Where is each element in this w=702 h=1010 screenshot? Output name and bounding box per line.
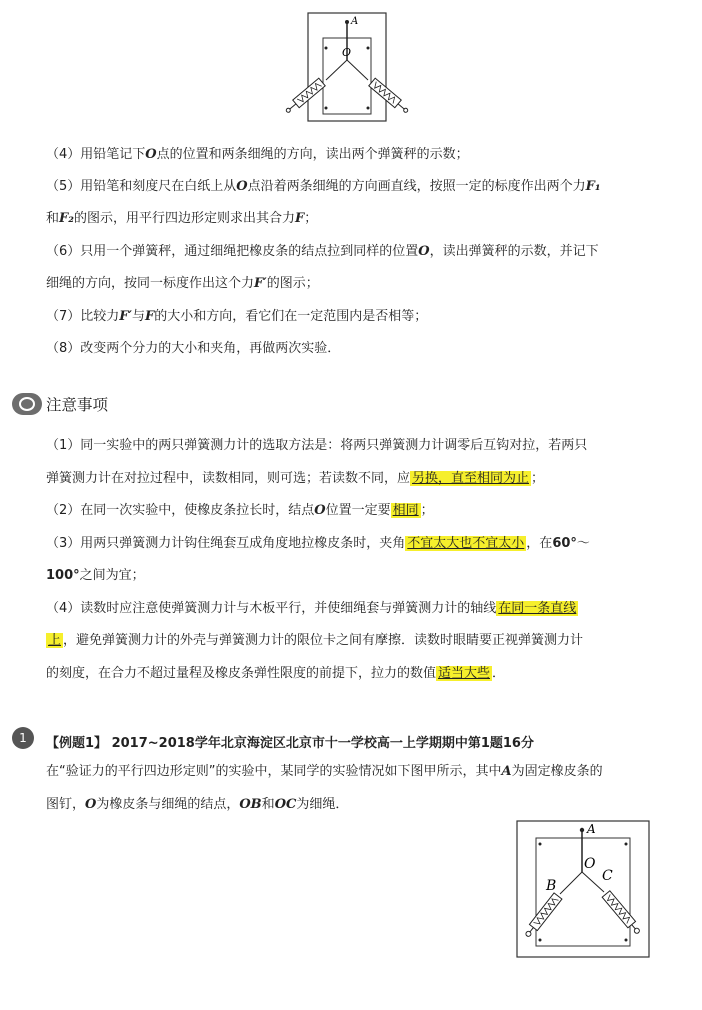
example-line-1: 在“验证力的平行四边形定则”的实验中，某同学的实验情况如下图甲所示，其中A为固定橡皮条的 — [46, 764, 603, 779]
note-4-line-3: 的刻度，在合力不超过量程及橡皮条弹性限度的前提下，拉力的数值 适当大些 ． — [46, 666, 506, 681]
example-title: 【例题1】 2017~2018学年北京海淀区北京市十一学校高一上学期期中第1题16分 — [46, 736, 534, 751]
answer-blank: 适当大些 — [438, 666, 491, 681]
planet-icon — [12, 393, 42, 415]
answer-blank: 上 — [48, 633, 62, 648]
label-b: B — [546, 878, 557, 894]
example-line-2: 图钉，O为橡皮条与细绳的结点，OB和OC为细绳． — [46, 797, 349, 812]
note-1-line-1: （1）同一实验中的两只弹簧测力计的选取方法是：将两只弹簧测力计调零后互钩对拉，若两只 — [46, 438, 588, 453]
label-a: A — [587, 822, 596, 836]
step-6-line-1: （6）只用一个弹簧秤，通过细绳把橡皮条的结点拉到同样的位置O，读出弹簧秤的示数，并记下 — [46, 244, 599, 259]
answer-blank: 不宜太大也不宜太小 — [407, 536, 525, 551]
step-7: （7）比较力F′与F的大小和方向，看它们在一定范围内是否相等； — [46, 309, 428, 324]
answer-blank: 相同 — [392, 503, 419, 518]
answer-blank: 另换，直至相同为止 — [412, 471, 530, 486]
note-3-line-1: （3）用两只弹簧测力计钩住绳套互成角度地拉橡皮条时，夹角 不宜太大也不宜太小 ，在60°～ — [46, 536, 590, 551]
note-3-line-2: 100°之间为宜； — [46, 568, 145, 583]
label-o: O — [342, 46, 352, 59]
note-4-line-1: （4）读数时应注意使弹簧测力计与木板平行，并使细绳套与弹簧测力计的轴线 在同一条直线 — [46, 601, 577, 616]
note-1-line-2: 弹簧测力计在对拉过程中，读数相同，则可选；若读数不同，应 另换，直至相同为止 ； — [46, 471, 545, 486]
apparatus-figure-top — [278, 10, 418, 126]
step-8: （8）改变两个分力的大小和夹角，再做两次实验． — [46, 341, 341, 356]
apparatus-figure-example — [516, 820, 652, 960]
note-4-line-2: 上 ，避免弹簧测力计的外壳与弹簧测力计的限位卡之间有摩擦．读数时眼睛要正视弹簧测力计 — [48, 633, 584, 648]
step-4: （4）用铅笔记下O点的位置和两条细绳的方向，读出两个弹簧秤的示数； — [46, 147, 469, 162]
step-6-line-2: 细绳的方向，按同一标度作出这个力F′的图示； — [46, 276, 319, 291]
label-c: C — [602, 868, 613, 884]
note-2: （2）在同一次实验中，使橡皮条拉长时，结点O位置一定要 相同 ； — [46, 503, 434, 518]
answer-blank: 在同一条直线 — [498, 601, 577, 616]
step-5-line-2: 和F₂的图示，用平行四边形定则求出其合力F； — [46, 211, 318, 226]
label-o: O — [584, 856, 596, 872]
notes-title: 注意事项 — [46, 396, 109, 414]
step-5-line-1: （5）用铅笔和刻度尺在白纸上从O点沿着两条细绳的方向画直线，按照一定的标度作出两个力F₁ — [46, 179, 601, 194]
notes-heading — [12, 392, 108, 416]
example-number-badge: 1 — [12, 727, 34, 749]
label-a: A — [351, 16, 359, 27]
